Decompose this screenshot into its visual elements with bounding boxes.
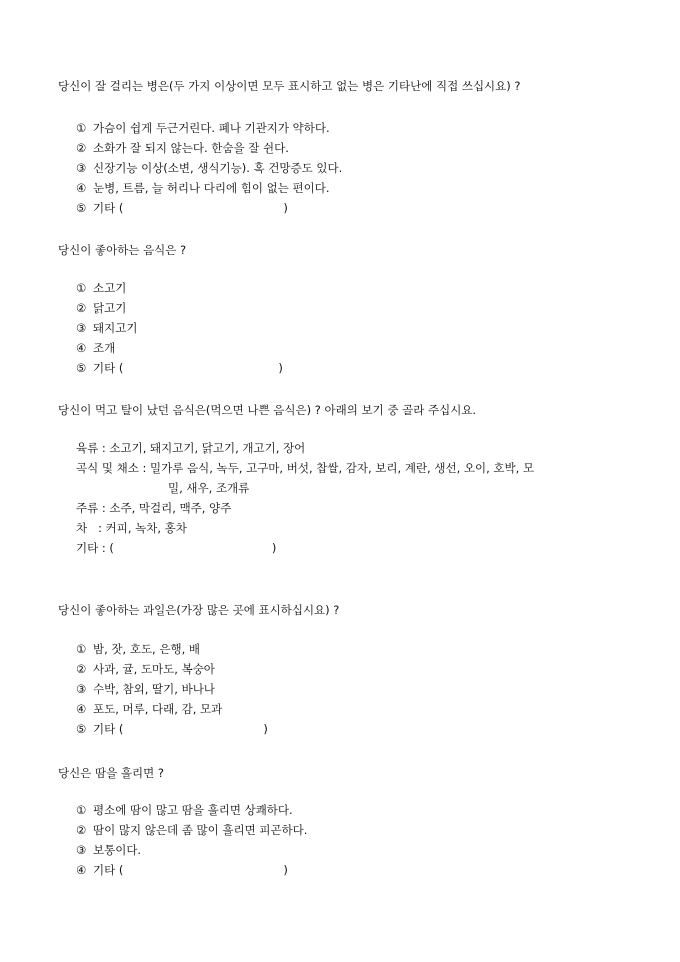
option-marker: ④ (76, 181, 87, 195)
option-text: 평소에 땀이 많고 땀을 흘리면 상쾌하다. (93, 803, 293, 817)
option-text: 포도, 머루, 다래, 감, 모과 (93, 702, 223, 716)
option-marker: ④ (76, 863, 87, 877)
option-marker: ① (76, 281, 87, 295)
option-text: 눈병, 트름, 늘 허리나 다리에 힘이 없는 편이다. (93, 181, 330, 195)
other-option[interactable] (76, 719, 268, 739)
option-marker: ② (76, 823, 87, 837)
question-4-title: 당신이 좋아하는 과일은(가장 많은 곳에 표시하십시요) ? (58, 603, 340, 617)
food-row-liquor[interactable] (76, 498, 534, 518)
list-item[interactable] (76, 840, 307, 860)
question-3-title: 당신이 먹고 탈이 났던 음식은(먹으면 나쁜 음식은) ? 아래의 보기 중 골라 주십시요. (58, 403, 477, 417)
food-category: 차 (76, 521, 88, 535)
option-text: 기타 ( (93, 722, 124, 736)
list-item[interactable] (76, 298, 283, 318)
list-item[interactable] (76, 659, 268, 679)
other-option[interactable] (76, 358, 283, 378)
list-item[interactable] (76, 138, 342, 158)
option-text: 수박, 참외, 딸기, 바나나 (93, 682, 215, 696)
food-list (76, 438, 534, 558)
option-marker: ④ (76, 341, 87, 355)
question-1-options (76, 118, 342, 218)
list-item[interactable] (76, 158, 342, 178)
food-row-other[interactable] (76, 538, 534, 558)
food-items: 소고기, 돼지고기, 닭고기, 개고기, 장어 (109, 441, 306, 455)
food-category: 곡식 및 채소 (76, 461, 139, 475)
question-2-title: 당신이 좋아하는 음식은 ? (58, 243, 187, 257)
option-marker: ② (76, 301, 87, 315)
option-text: 소고기 (93, 281, 127, 295)
option-marker: ③ (76, 682, 87, 696)
other-option[interactable] (76, 860, 307, 880)
list-item[interactable] (76, 820, 307, 840)
option-marker: ⑤ (76, 361, 87, 375)
option-marker: ① (76, 121, 87, 135)
option-marker: ① (76, 642, 87, 656)
option-text: 보통이다. (93, 843, 142, 857)
list-item[interactable] (76, 178, 342, 198)
food-items: 커피, 녹차, 홍차 (105, 521, 187, 535)
question-5-title: 당신은 땀을 흘리면 ? (58, 766, 164, 780)
food-row-meat[interactable] (76, 438, 534, 458)
open-paren: ( (109, 541, 114, 555)
close-paren: ) (283, 201, 288, 215)
food-row-grain[interactable] (76, 458, 534, 478)
question-5-options (76, 800, 307, 880)
option-text: 밤, 잣, 호도, 은행, 배 (93, 642, 201, 656)
option-marker: ⑤ (76, 722, 87, 736)
food-row-tea[interactable] (76, 518, 534, 538)
close-paren: ) (278, 361, 283, 375)
food-category: 육류 (76, 441, 99, 455)
option-text: 닭고기 (93, 301, 127, 315)
option-marker: ④ (76, 702, 87, 716)
food-category: 주류 (76, 501, 99, 515)
option-marker: ③ (76, 161, 87, 175)
list-item[interactable] (76, 318, 283, 338)
food-separator: : (98, 441, 110, 455)
list-item[interactable] (76, 278, 283, 298)
option-text: 소화가 잘 되지 않는다. 한숨을 잘 쉰다. (93, 141, 289, 155)
option-text: 땀이 많지 않은데 좀 많이 흘리면 피곤하다. (93, 823, 308, 837)
option-text: 기타 ( (93, 201, 124, 215)
option-marker: ⑤ (76, 201, 87, 215)
list-item[interactable] (76, 639, 268, 659)
option-marker: ② (76, 662, 87, 676)
option-text: 조개 (93, 341, 116, 355)
list-item[interactable] (76, 118, 342, 138)
close-paren: ) (271, 541, 277, 555)
option-text: 가슴이 쉽게 두근거린다. 폐나 기관지가 약하다. (93, 121, 330, 135)
option-text: 신장기능 이상(소변, 생식기능). 혹 건망증도 있다. (93, 161, 343, 175)
other-option[interactable] (76, 198, 342, 218)
food-category: 기타 (76, 541, 99, 555)
list-item[interactable] (76, 699, 268, 719)
option-marker: ② (76, 141, 87, 155)
food-separator: : (98, 501, 110, 515)
question-1-title: 당신이 잘 걸리는 병은(두 가지 이상이면 모두 표시하고 없는 병은 기타난에 직접 쓰십시요) ? (58, 79, 521, 93)
question-4-options (76, 639, 268, 739)
option-marker: ① (76, 803, 87, 817)
option-text: 기타 ( (93, 361, 124, 375)
food-items: 소주, 막걸리, 맥주, 양주 (109, 501, 232, 515)
option-marker: ③ (76, 321, 87, 335)
food-row-grain-continued: 밀, 새우, 조개류 (168, 481, 250, 495)
list-item[interactable] (76, 800, 307, 820)
list-item[interactable] (76, 338, 283, 358)
close-paren: ) (263, 722, 268, 736)
question-2-options (76, 278, 283, 378)
food-separator: : (138, 461, 151, 475)
food-items: 밀가루 음식, 녹두, 고구마, 버섯, 찹쌀, 감자, 보리, 계란, 생선, 오이, 호박, 모 (150, 461, 535, 475)
food-separator: : (87, 521, 106, 535)
option-text: 사과, 귤, 도마도, 복숭아 (93, 662, 215, 676)
option-text: 돼지고기 (93, 321, 138, 335)
option-marker: ③ (76, 843, 87, 857)
food-separator: : (98, 541, 110, 555)
close-paren: ) (283, 863, 288, 877)
list-item[interactable] (76, 679, 268, 699)
option-text: 기타 ( (93, 863, 124, 877)
